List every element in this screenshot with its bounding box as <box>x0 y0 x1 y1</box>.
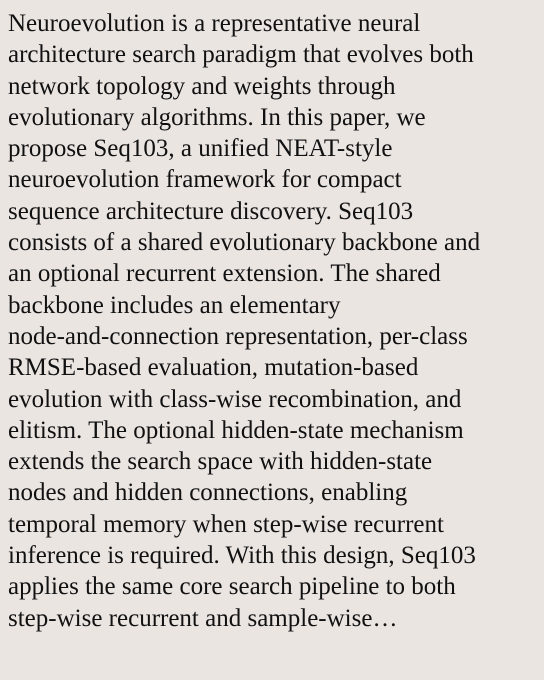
text-line: an optional recurrent extension. The shared <box>8 260 441 288</box>
text-line: step-wise recurrent and sample-wise… <box>8 604 398 632</box>
text-line: extends the search space with hidden-state <box>8 448 433 476</box>
text-line: applies the same core search pipeline to both <box>8 573 456 601</box>
text-line: elitism. The optional hidden-state mechanism <box>8 416 464 444</box>
text-line: neuroevolution framework for compact <box>8 166 402 194</box>
text-line: inference is required. With this design, Seq103 <box>8 542 476 570</box>
text-line: sequence architecture discovery. Seq103 <box>8 197 414 225</box>
text-line: node-and-connection representation, per-class <box>8 322 468 350</box>
text-line: evolutionary algorithms. In this paper, we <box>8 103 426 131</box>
text-line: architecture search paradigm that evolves both <box>8 41 474 69</box>
text-line: consists of a shared evolutionary backbone and <box>8 229 481 257</box>
text-line: network topology and weights through <box>8 72 396 100</box>
text-line: RMSE-based evaluation, mutation-based <box>8 354 419 382</box>
abstract-text <box>8 8 542 634</box>
text-line: nodes and hidden connections, enabling <box>8 479 408 507</box>
text-line: temporal memory when step-wise recurrent <box>8 510 444 538</box>
text-line: backbone includes an elementary <box>8 291 341 319</box>
text-line: propose Seq103, a unified NEAT-style <box>8 135 393 163</box>
text-line: Neuroevolution is a representative neural <box>8 10 421 37</box>
text-line: evolution with class-wise recombination, and <box>8 385 462 413</box>
